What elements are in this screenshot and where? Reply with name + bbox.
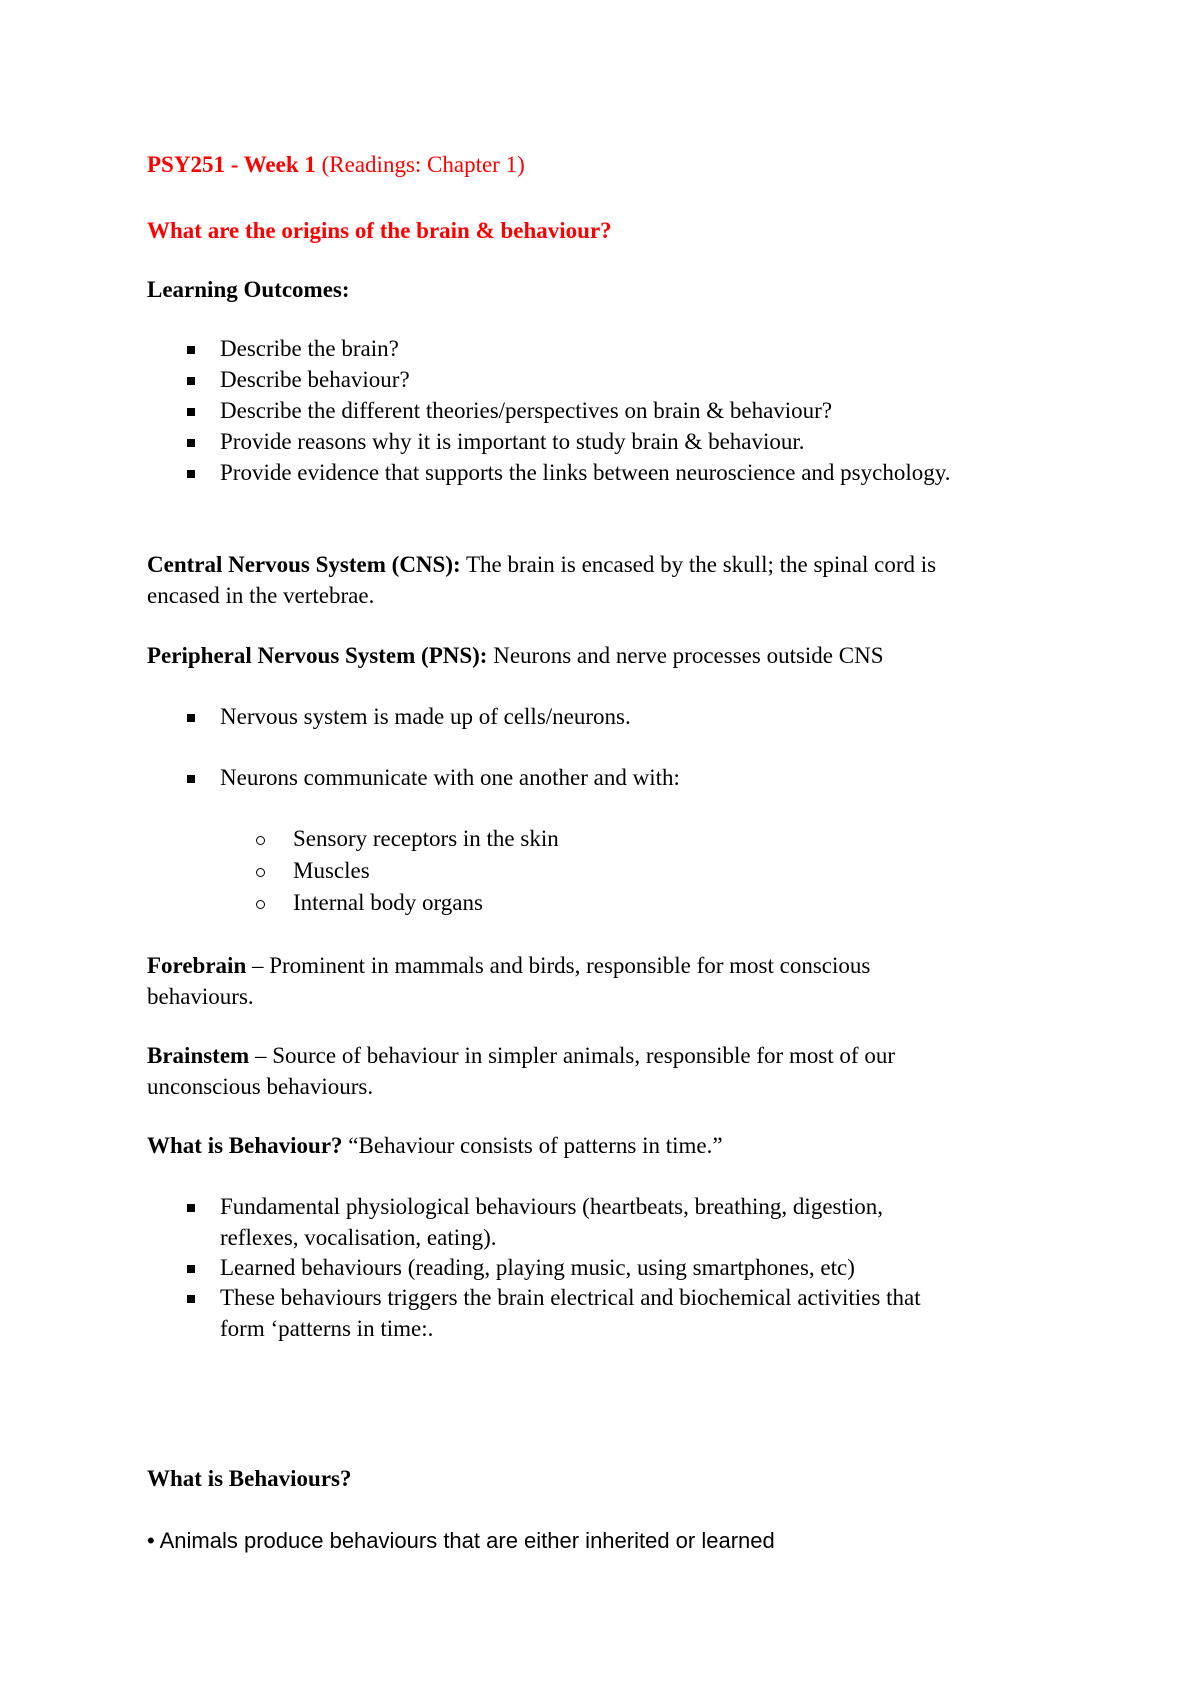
behaviour-definition — [147, 1131, 723, 1161]
communicate-item: Internal body organs — [0, 888, 1200, 918]
behaviour-item: Learned behaviours (reading, playing music, using smartphones, etc) — [0, 1253, 1200, 1283]
outcome-item: Describe the different theories/perspectives on brain & behaviour? — [0, 396, 1200, 426]
cns-term: Central Nervous System (CNS): — [147, 552, 461, 577]
outcome-item: Provide reasons why it is important to study brain & behaviour. — [0, 427, 1200, 457]
cns-definition: Central Nervous System (CNS): The brain is encased by the skull; the spinal cord is — [147, 552, 937, 577]
outcome-item: Describe the brain? — [0, 334, 1200, 364]
brainstem-term: Brainstem — [147, 1043, 250, 1068]
communicate-item: Muscles — [0, 856, 1200, 886]
readings-note: (Readings: Chapter 1) — [321, 152, 525, 177]
page-subtitle: What are the origins of the brain & behaviour? — [147, 218, 612, 243]
behaviour-item-cont: reflexes, vocalisation, eating). — [220, 1225, 497, 1250]
behaviour-item: These behaviours triggers the brain electrical and biochemical activities that — [0, 1283, 1200, 1313]
square-bullet-icon — [187, 377, 195, 385]
behaviour-item-cont: form ‘patterns in time:. — [220, 1316, 434, 1341]
brainstem-definition-cont: unconscious behaviours. — [147, 1074, 374, 1099]
square-bullet-icon — [187, 439, 195, 447]
nervous-point: Nervous system is made up of cells/neurons. — [0, 702, 1200, 732]
cns-definition-cont: encased in the vertebrae. — [147, 583, 375, 608]
course-week: PSY251 - Week 1 — [147, 152, 316, 177]
dot-bullet-icon: • — [147, 1528, 155, 1553]
circle-bullet-icon — [256, 868, 265, 877]
pns-term: Peripheral Nervous System (PNS): — [147, 643, 488, 668]
square-bullet-icon — [187, 470, 195, 478]
nervous-point: Neurons communicate with one another and with: — [0, 763, 1200, 793]
behaviour-question: What is Behaviour? — [147, 1133, 343, 1158]
communicate-item: Sensory receptors in the skin — [0, 824, 1200, 854]
page-title — [147, 150, 525, 180]
square-bullet-icon — [187, 1204, 195, 1212]
forebrain-definition-cont: behaviours. — [147, 984, 254, 1009]
forebrain-definition: Forebrain – Prominent in mammals and birds, responsible for most conscious — [147, 953, 871, 978]
brainstem-definition: Brainstem – Source of behaviour in simpler animals, responsible for most of our — [147, 1043, 896, 1068]
circle-bullet-icon — [256, 900, 265, 909]
forebrain-term: Forebrain — [147, 953, 247, 978]
behaviour-quote: “Behaviour consists of patterns in time.” — [342, 1133, 723, 1158]
square-bullet-icon — [187, 408, 195, 416]
circle-bullet-icon — [256, 836, 265, 845]
outcome-item: Provide evidence that supports the links between neuroscience and psychology. — [0, 458, 1200, 488]
behaviours-heading: What is Behaviours? — [147, 1466, 352, 1491]
outcome-item: Describe behaviour? — [0, 365, 1200, 395]
learning-outcomes-heading: Learning Outcomes: — [147, 277, 350, 302]
square-bullet-icon — [187, 1265, 195, 1273]
pns-definition: Peripheral Nervous System (PNS): Neurons and nerve processes outside CNS — [147, 643, 884, 668]
behaviour-item: Fundamental physiological behaviours (heartbeats, breathing, digestion, — [0, 1192, 1200, 1222]
square-bullet-icon — [187, 775, 195, 783]
square-bullet-icon — [187, 1295, 195, 1303]
behaviours-bullet-line: • Animals produce behaviours that are either inherited or learned — [147, 1528, 775, 1553]
square-bullet-icon — [187, 346, 195, 354]
square-bullet-icon — [187, 714, 195, 722]
